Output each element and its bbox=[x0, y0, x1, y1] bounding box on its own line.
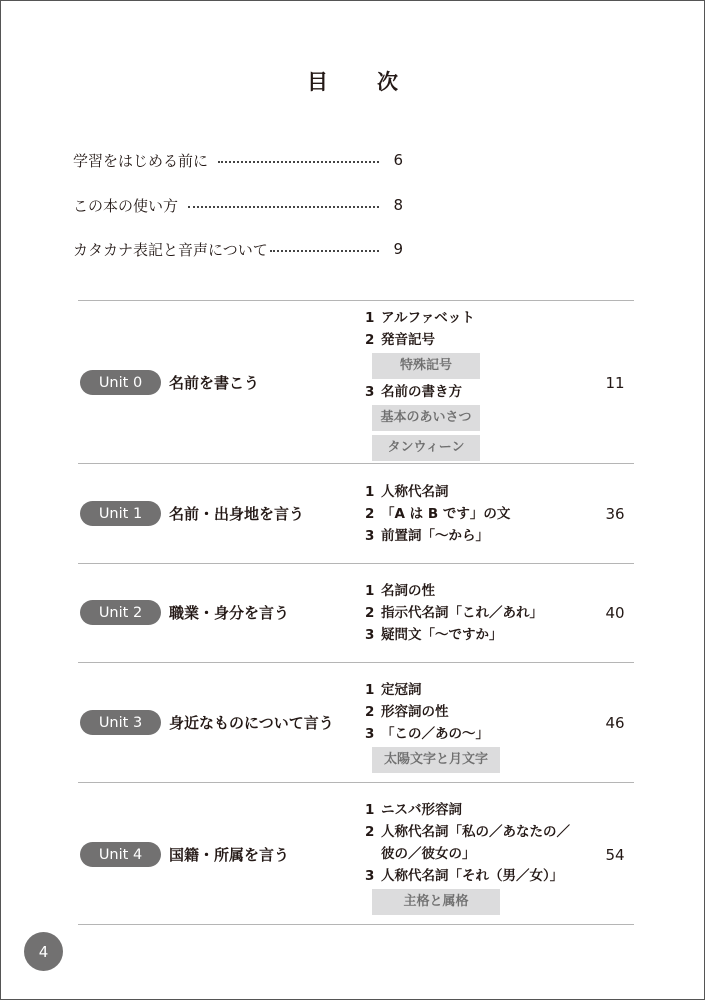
topic-item[interactable]: 1 ニスバ形容詞 bbox=[365, 802, 462, 818]
topic-item[interactable]: 1 定冠詞 bbox=[365, 682, 422, 698]
toc-item-label: 学習をはじめる前に bbox=[73, 151, 209, 170]
topic-item[interactable]: 2 発音記号 bbox=[365, 332, 435, 348]
unit-title[interactable]: 名前を書こう bbox=[169, 374, 260, 392]
column-chip[interactable]: タンウィーン bbox=[372, 435, 480, 461]
unit-page-number: 40 bbox=[605, 604, 625, 622]
column-chip[interactable]: 特殊記号 bbox=[372, 353, 480, 379]
unit-badge[interactable]: Unit 3 bbox=[80, 710, 161, 735]
unit-topics bbox=[365, 580, 595, 646]
topic-item[interactable]: 3 前置詞「〜から」 bbox=[365, 528, 489, 544]
column-chip[interactable]: 基本のあいさつ bbox=[372, 405, 480, 431]
toc-intro-item[interactable] bbox=[73, 237, 403, 261]
column-chip[interactable]: 太陽文字と月文字 bbox=[372, 747, 500, 773]
topic-item[interactable]: 2 指示代名詞「これ／あれ」 bbox=[365, 605, 543, 621]
toc-intro-item[interactable] bbox=[73, 193, 403, 217]
topic-item[interactable]: 2 形容詞の性 bbox=[365, 704, 449, 720]
unit-badge[interactable]: Unit 4 bbox=[80, 842, 161, 867]
unit-topics bbox=[365, 679, 595, 775]
topic-item[interactable]: 3 人称代名詞「それ（男／女）」 bbox=[365, 868, 564, 884]
unit-topics bbox=[365, 307, 595, 463]
unit-page-number: 46 bbox=[605, 714, 625, 732]
page-number: 4 bbox=[24, 932, 63, 971]
divider bbox=[78, 563, 634, 564]
toc-intro-item[interactable] bbox=[73, 148, 403, 172]
unit-badge[interactable]: Unit 1 bbox=[80, 501, 161, 526]
topic-item[interactable]: 1 アルファベット bbox=[365, 310, 475, 326]
leader-dots bbox=[270, 250, 379, 252]
toc-item-page: 9 bbox=[393, 240, 403, 258]
toc-item-page: 8 bbox=[393, 196, 403, 214]
topic-item[interactable]: 3 疑問文「〜ですか」 bbox=[365, 627, 503, 643]
topic-item[interactable]: 3 名前の書き方 bbox=[365, 384, 462, 400]
leader-dots bbox=[188, 206, 379, 208]
divider bbox=[78, 924, 634, 925]
topic-item[interactable]: 1 名詞の性 bbox=[365, 583, 435, 599]
toc-item-label: カタカナ表記と音声について bbox=[73, 240, 268, 259]
unit-page-number: 54 bbox=[605, 846, 625, 864]
unit-title[interactable]: 職業・身分を言う bbox=[169, 604, 290, 622]
unit-page-number: 36 bbox=[605, 505, 625, 523]
unit-title[interactable]: 身近なものについて言う bbox=[169, 714, 334, 732]
divider bbox=[78, 662, 634, 663]
divider bbox=[78, 463, 634, 464]
leader-dots bbox=[218, 161, 379, 163]
unit-title[interactable]: 国籍・所属を言う bbox=[169, 846, 290, 864]
divider bbox=[78, 300, 634, 301]
unit-title[interactable]: 名前・出身地を言う bbox=[169, 505, 305, 523]
topic-item-continued: 彼の／彼女の」 bbox=[381, 846, 476, 862]
unit-page-number: 11 bbox=[605, 374, 625, 392]
unit-badge[interactable]: Unit 2 bbox=[80, 600, 161, 625]
toc-item-label: この本の使い方 bbox=[73, 196, 179, 215]
unit-topics bbox=[365, 481, 595, 547]
topic-item[interactable]: 2 「A は B です」の文 bbox=[365, 506, 511, 522]
page-title: 目 次 bbox=[307, 70, 412, 94]
toc-item-page: 6 bbox=[393, 151, 403, 169]
topic-item[interactable]: 3 「この／あの〜」 bbox=[365, 726, 489, 742]
topic-item[interactable]: 1 人称代名詞 bbox=[365, 484, 449, 500]
unit-badge[interactable]: Unit 0 bbox=[80, 370, 161, 395]
column-chip[interactable]: 主格と属格 bbox=[372, 889, 500, 915]
divider bbox=[78, 782, 634, 783]
topic-item[interactable]: 2 人称代名詞「私の／あなたの／ bbox=[365, 824, 570, 840]
unit-topics bbox=[365, 799, 595, 917]
